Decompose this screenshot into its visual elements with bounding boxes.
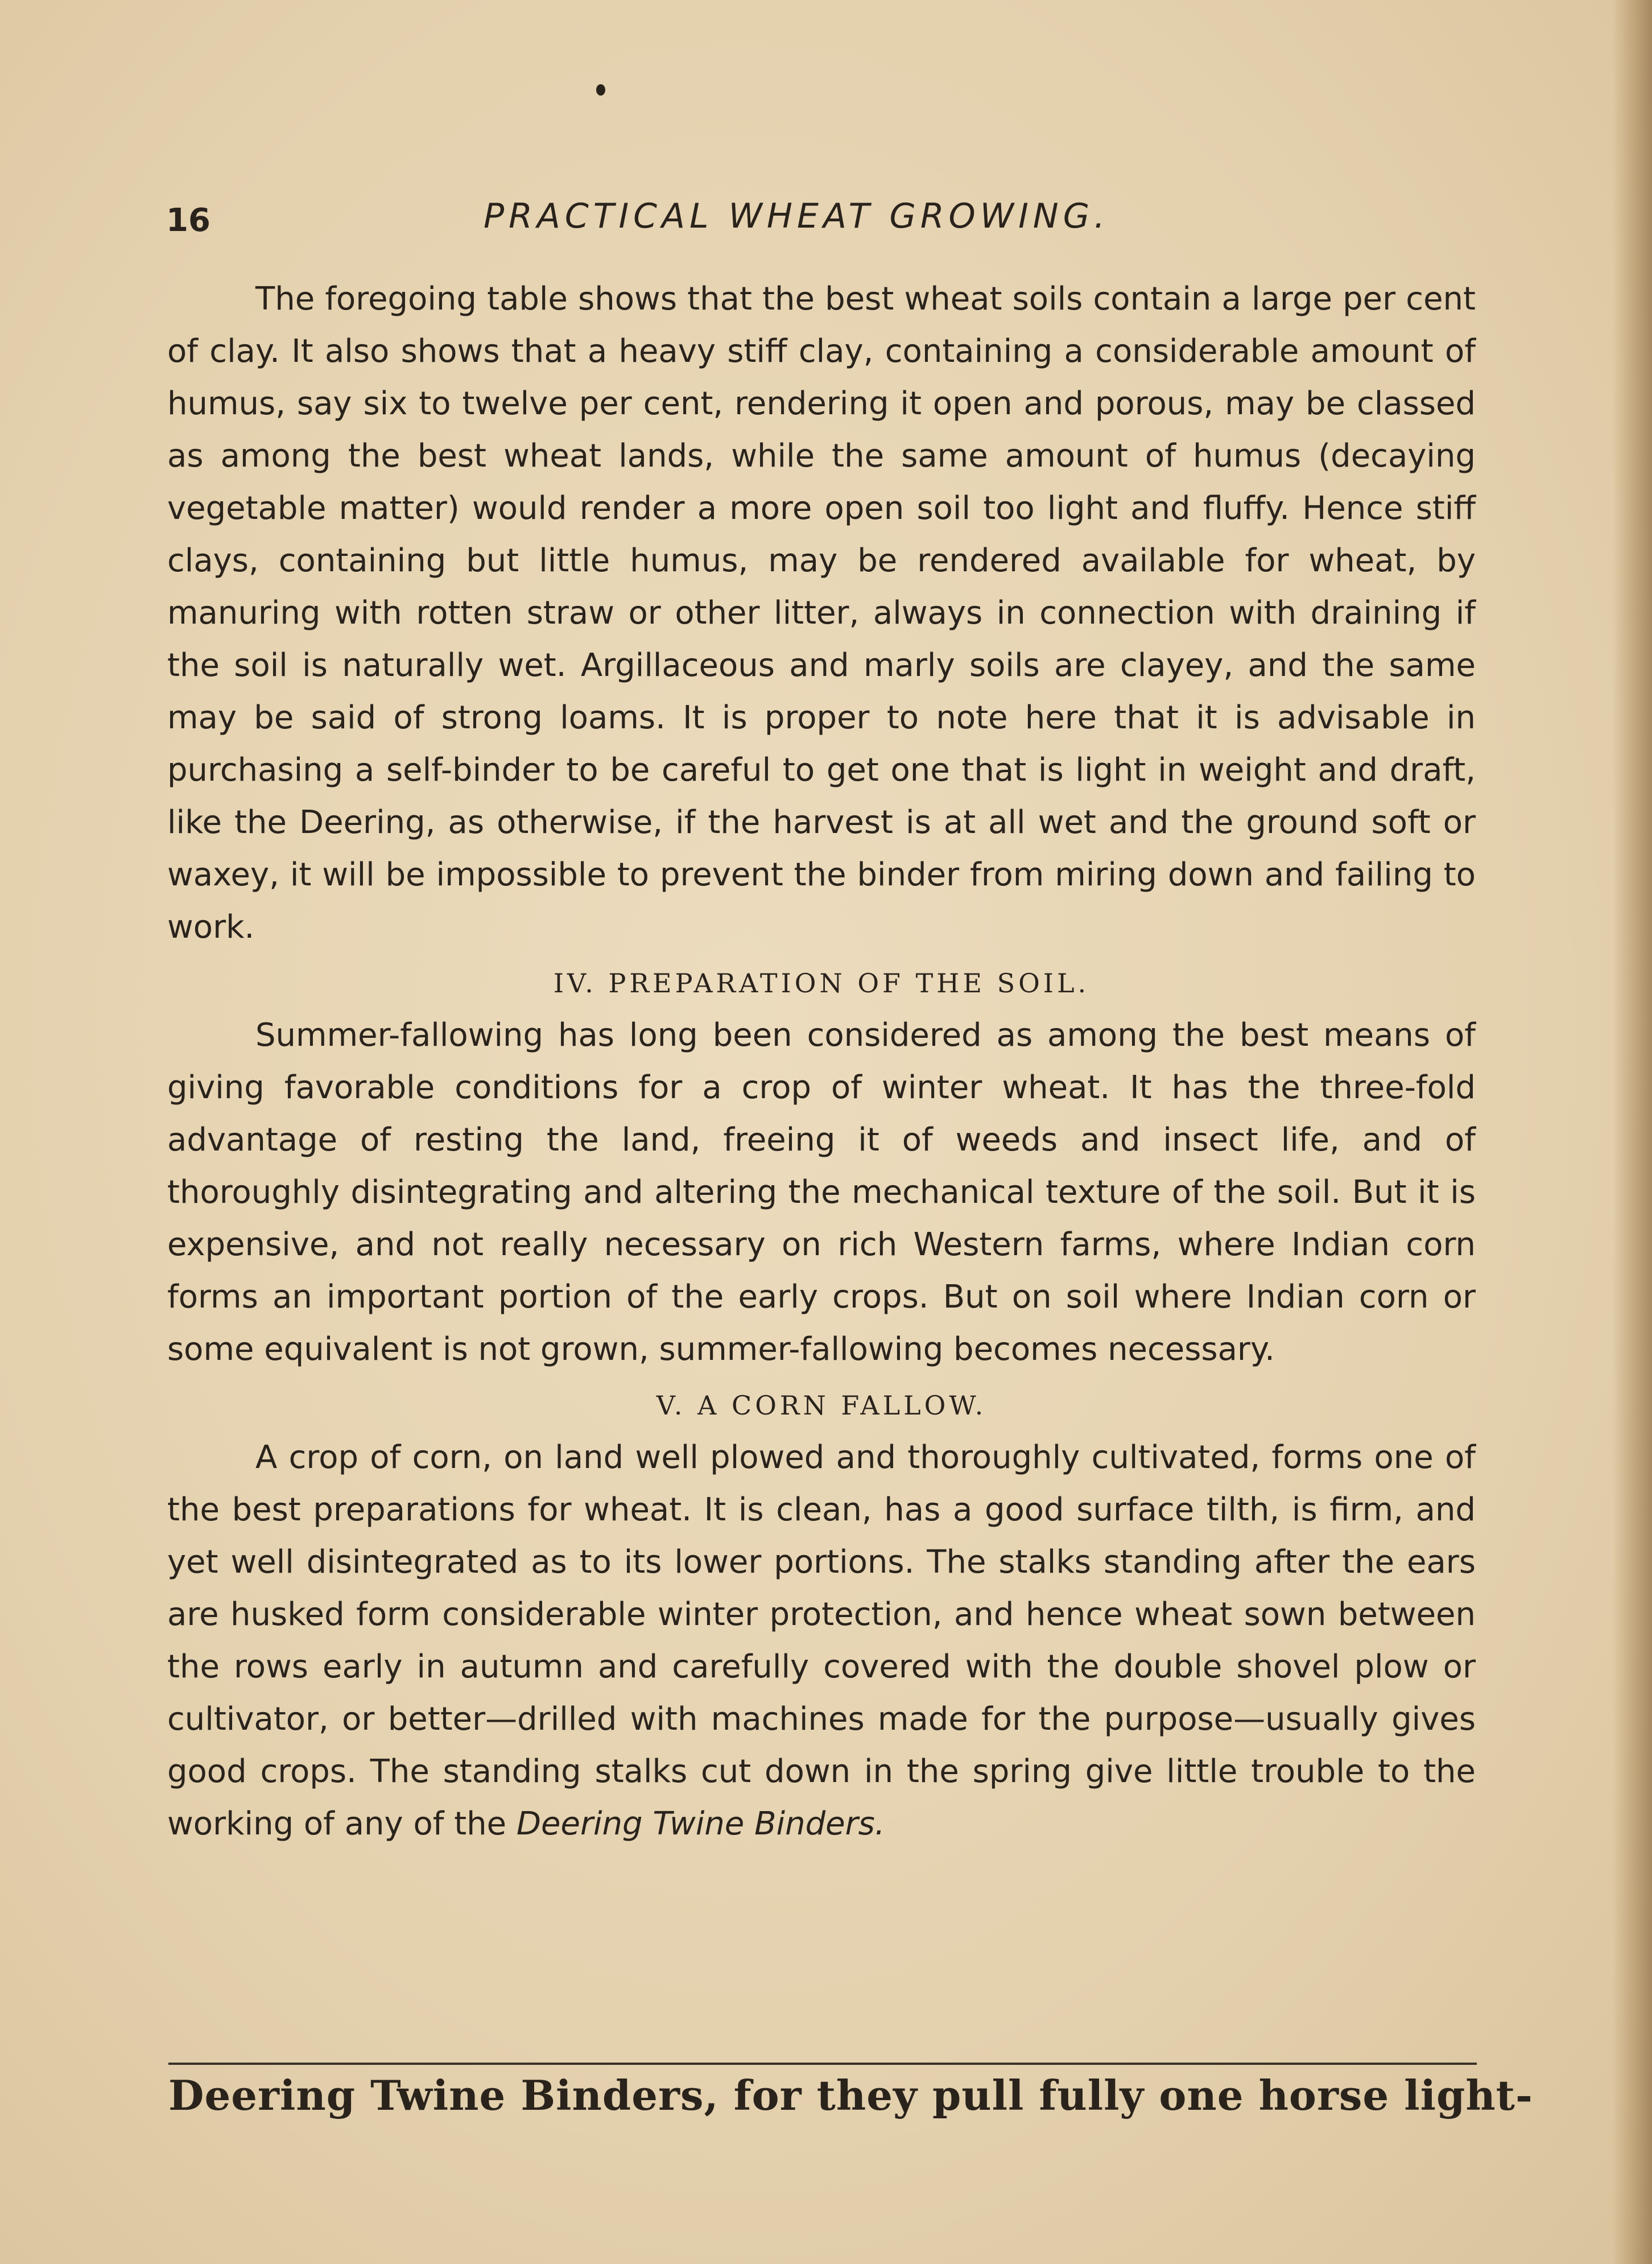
page-number: 16	[166, 202, 210, 239]
footer-banner: Deering Twine Binders, for they pull fully one horse light-	[168, 2071, 1533, 2119]
footer-rule	[168, 2063, 1477, 2065]
paragraph-summer-fallowing: Summer-fallowing has long been considered as among the best means of giving favorable conditions for a crop of winter wheat. It has the three-fold advantage of resting the land, freeing it of weeds and insect life, and of thoroughly disintegrating and altering the mechanical texture of the soil. But it is expensive, and not really necessary on rich Western farms, where Indian corn forms an important portion of the early crops. But on soil where Indian corn or some equivalent is not grown, summer-fallowing becomes necessary.	[167, 1017, 1476, 1368]
deering-binders-emphasis: Deering Twine Binders.	[516, 1805, 885, 1842]
section-heading-corn-fallow: V. A CORN FALLOW.	[656, 1390, 987, 1421]
paragraph-soils: The foregoing table shows that the best wheat soils contain a large per cent of clay. It also shows that a heavy stiff clay, containing a considerable amount of humus, say six to twelve per cent, rendering it open and porous, may be classed as among the best wheat lands, while the same amount of humus (decaying vegetable matter) would render a more open soil too light and fluffy. Hence stiff clays, containing but little humus, may be rendered available for wheat, by manuring with rotten straw or other litter, always in connection with draining if the soil is naturally wet. Argillaceous and marly soils are clayey, and the same may be said of strong loams. It is proper to note here that it is advisable in purchasing a self-binder to be careful to get one that is light in weight and draft, like the Deering, as otherwise, if the harvest is at all wet and the ground soft or waxey, it will be impossible to prevent the binder from miring down and failing to work.	[167, 281, 1476, 946]
running-head: PRACTICAL WHEAT GROWING.	[484, 196, 1110, 236]
section-heading-preparation: IV. PREPARATION OF THE SOIL.	[553, 968, 1090, 999]
page-edge-shadow	[1612, 0, 1652, 2264]
ink-dot	[596, 84, 605, 96]
paragraph-corn-fallow	[167, 1432, 1476, 1850]
page-header	[0, 193, 1652, 250]
paragraph-corn-fallow-text: A crop of corn, on land well plowed and thoroughly cultivated, forms one of the best preparations for wheat. It is clean, has a good surface tilth, is firm, and yet well disintegrated as to its lower portions. The stalks standing after the ears are husked form considerable winter protection, and hence wheat sown between the rows early in autumn and carefully covered with the double shovel plow or cultivator, or better—drilled with machines made for the purpose—usually gives good crops. The standing stalks cut down in the spring give little trouble to the working of any of the	[167, 1439, 1476, 1842]
page-body	[167, 273, 1476, 1850]
